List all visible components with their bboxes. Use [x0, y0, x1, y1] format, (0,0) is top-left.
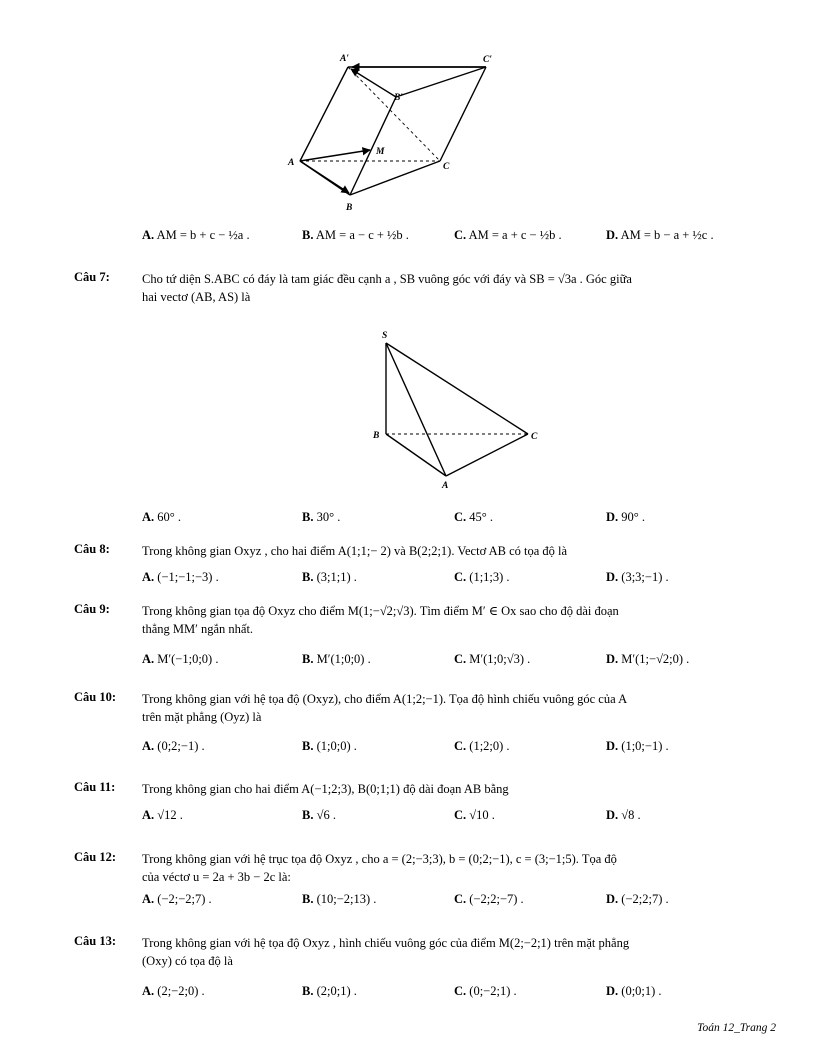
label-a-prime: A′ — [340, 54, 350, 64]
q6-options — [142, 228, 792, 250]
q12-label: Câu 12: — [74, 850, 117, 864]
q7-option-c-text: 45° . — [469, 510, 494, 524]
q8-option-d-text: (3;3;−1) . — [621, 570, 669, 584]
label-m: M — [376, 147, 385, 157]
q13-option-d[interactable]: D. (0;0;1) . — [606, 984, 662, 998]
q12-option-a-text: (−2;−2;7) . — [157, 892, 212, 906]
q6-option-d[interactable]: D. AM = b − a + ½c . — [606, 228, 714, 242]
q10-text-2: trên mặt phẳng (Oyz) là — [142, 710, 262, 724]
q8-option-b-text: (3;1;1) . — [316, 570, 357, 584]
q13-option-c-text: (0;−2;1) . — [469, 984, 517, 998]
q8-option-a-text: (−1;−1;−3) . — [157, 570, 219, 584]
label-c-prime: C′ — [483, 55, 493, 65]
label-s: S — [382, 331, 388, 341]
q10-options — [142, 739, 792, 761]
q11-option-d-text: √8 . — [621, 808, 641, 822]
q10-option-c-text: (1;2;0) . — [469, 739, 510, 753]
label-a: A — [288, 158, 295, 168]
q8-option-c-text: (1;1;3) . — [469, 570, 510, 584]
q13-options — [142, 984, 792, 1006]
q10-option-b[interactable]: B. (1;0;0) . — [302, 739, 357, 753]
q6-option-b-text: AM = a − c + ½b . — [315, 228, 409, 242]
question-11 — [74, 780, 784, 798]
q8-text: Trong không gian Oxyz , cho hai điểm A(1;1;− 2) và B(2;2;1). Vectơ AB có tọa độ là — [142, 544, 568, 558]
q11-option-c[interactable]: C. √10 . — [454, 808, 495, 822]
q10-option-a[interactable]: A. (0;2;−1) . — [142, 739, 205, 753]
page-footer: Toán 12_Trang 2 — [697, 1022, 776, 1034]
q12-option-d-text: (−2;2;7) . — [621, 892, 669, 906]
label-a-tetra: A — [442, 481, 449, 491]
question-9 — [74, 602, 784, 638]
q6-option-a-text: AM = b + c − ½a . — [156, 228, 250, 242]
q12-option-b-text: (10;−2;13) . — [316, 892, 377, 906]
q12-option-a[interactable]: A. (−2;−2;7) . — [142, 892, 212, 906]
q6-option-c[interactable]: C. AM = a + c − ½b . — [454, 228, 562, 242]
q12-option-c[interactable]: C. (−2;2;−7) . — [454, 892, 524, 906]
question-12 — [74, 850, 784, 886]
question-13 — [74, 934, 784, 970]
q9-option-b-text: M′(1;0;0) . — [316, 652, 371, 666]
q7-option-b-text: 30° . — [316, 510, 341, 524]
q9-options — [142, 652, 792, 674]
q9-option-a-text: M′(−1;0;0) . — [157, 652, 219, 666]
label-b: B — [346, 203, 353, 213]
q12-options — [142, 892, 792, 914]
figure-parallelepiped — [280, 50, 520, 220]
q10-option-d[interactable]: D. (1;0;−1) . — [606, 739, 669, 753]
q7-text-1: Cho tứ diện S.ABC có đáy là tam giác đều cạnh a , SB vuông góc với đáy và SB = √3a . Góc giữa — [142, 272, 632, 286]
q11-text: Trong không gian cho hai điểm A(−1;2;3), B(0;1;1) độ dài đoạn AB bằng — [142, 782, 509, 796]
q7-option-a[interactable]: A. 60° . — [142, 510, 182, 524]
q7-text-2: hai vectơ (AB, AS) là — [142, 290, 251, 304]
q7-option-d-text: 90° . — [621, 510, 646, 524]
q9-option-b[interactable]: B. M′(1;0;0) . — [302, 652, 371, 666]
q9-option-c-text: M′(1;0;√3) . — [469, 652, 531, 666]
q10-text-1: Trong không gian với hệ tọa độ (Oxyz), cho điểm A(1;2;−1). Tọa độ hình chiếu vuông góc của A — [142, 692, 628, 706]
question-7 — [74, 270, 784, 306]
question-8 — [74, 542, 784, 560]
q8-option-b[interactable]: B. (3;1;1) . — [302, 570, 357, 584]
q11-option-a[interactable]: A. √12 . — [142, 808, 183, 822]
q13-option-c[interactable]: C. (0;−2;1) . — [454, 984, 517, 998]
q13-option-d-text: (0;0;1) . — [621, 984, 662, 998]
q8-option-a[interactable]: A. (−1;−1;−3) . — [142, 570, 219, 584]
q8-option-c[interactable]: C. (1;1;3) . — [454, 570, 510, 584]
q9-label: Câu 9: — [74, 602, 110, 616]
q10-option-b-text: (1;0;0) . — [316, 739, 357, 753]
q9-option-a[interactable]: A. M′(−1;0;0) . — [142, 652, 219, 666]
q7-option-a-text: 60° . — [157, 510, 182, 524]
q9-option-d[interactable]: D. M′(1;−√2;0) . — [606, 652, 690, 666]
label-b-prime: B′ — [394, 93, 404, 103]
q11-options — [142, 808, 792, 830]
q11-option-d[interactable]: D. √8 . — [606, 808, 641, 822]
q8-label: Câu 8: — [74, 542, 110, 556]
q10-option-c[interactable]: C. (1;2;0) . — [454, 739, 510, 753]
q6-option-c-text: AM = a + c − ½b . — [468, 228, 562, 242]
q6-option-b[interactable]: B. AM = a − c + ½b . — [302, 228, 409, 242]
q9-option-d-text: M′(1;−√2;0) . — [621, 652, 690, 666]
q11-label: Câu 11: — [74, 780, 116, 794]
q7-label: Câu 7: — [74, 270, 110, 284]
figure-tetrahedron — [370, 328, 550, 493]
label-b-tetra: B — [373, 431, 380, 441]
q7-option-c[interactable]: C. 45° . — [454, 510, 494, 524]
q12-option-b[interactable]: B. (10;−2;13) . — [302, 892, 377, 906]
q11-option-a-text: √12 . — [157, 808, 183, 822]
q12-option-c-text: (−2;2;−7) . — [469, 892, 524, 906]
q13-option-a-text: (2;−2;0) . — [157, 984, 205, 998]
q6-option-d-text: AM = b − a + ½c . — [620, 228, 714, 242]
q11-option-c-text: √10 . — [469, 808, 495, 822]
q13-option-b[interactable]: B. (2;0;1) . — [302, 984, 357, 998]
q10-option-a-text: (0;2;−1) . — [157, 739, 205, 753]
q11-option-b[interactable]: B. √6 . — [302, 808, 336, 822]
q10-label: Câu 10: — [74, 690, 117, 704]
q13-label: Câu 13: — [74, 934, 117, 948]
q8-options — [142, 570, 792, 592]
q9-text-2: thẳng MM′ ngắn nhất. — [142, 622, 254, 636]
q13-option-b-text: (2;0;1) . — [316, 984, 357, 998]
q9-text-1: Trong không gian tọa độ Oxyz cho điểm M(1;−√2;√3). Tìm điểm M′ ∈ Ox sao cho độ dài đoạn — [142, 604, 619, 618]
q7-option-b[interactable]: B. 30° . — [302, 510, 341, 524]
question-10 — [74, 690, 784, 726]
q11-option-b-text: √6 . — [316, 808, 336, 822]
q6-option-a[interactable]: A. AM = b + c − ½a . — [142, 228, 250, 242]
q12-text-1: Trong không gian với hệ trục tọa độ Oxyz , cho a = (2;−3;3), b = (0;2;−1), c = (3;−1;5). Tọa độ — [142, 852, 617, 866]
label-c-tetra: C — [531, 432, 538, 442]
q7-options — [142, 510, 792, 532]
q12-text-2: của véctơ u = 2a + 3b − 2c là: — [142, 870, 291, 884]
q13-text-2: (Oxy) có tọa độ là — [142, 954, 233, 968]
q13-option-a[interactable]: A. (2;−2;0) . — [142, 984, 205, 998]
q7-option-d[interactable]: D. 90° . — [606, 510, 646, 524]
q10-option-d-text: (1;0;−1) . — [621, 739, 669, 753]
q9-option-c[interactable]: C. M′(1;0;√3) . — [454, 652, 531, 666]
q13-text-1: Trong không gian với hệ tọa độ Oxyz , hình chiếu vuông góc của điểm M(2;−2;1) trên mặt phẳng — [142, 936, 630, 950]
q8-option-d[interactable]: D. (3;3;−1) . — [606, 570, 669, 584]
label-c: C — [443, 162, 450, 172]
q12-option-d[interactable]: D. (−2;2;7) . — [606, 892, 669, 906]
